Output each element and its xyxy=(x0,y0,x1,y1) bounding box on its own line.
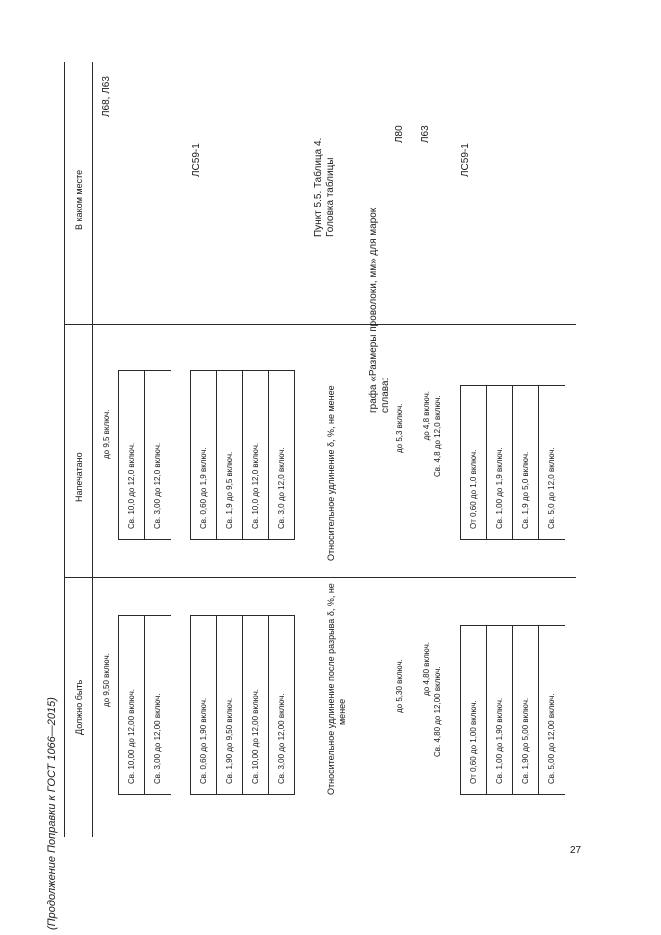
s4-ls59-printed-row-1: От 0,60 до 1,0 включ. xyxy=(461,386,487,539)
s2-should-row-4: Св. 3,00 до 12,00 включ. xyxy=(269,616,295,794)
s4-l63-printed-2: Св. 4,8 до 12,0 включ. xyxy=(433,395,442,477)
s4-l63-should-1: до 4,80 включ. xyxy=(422,642,431,696)
column-divider-2 xyxy=(64,324,576,325)
s2-printed-row-4: Св. 3,0 до 12,0 включ. xyxy=(269,371,295,539)
s3-should-line-2: менее xyxy=(337,698,347,725)
header-printed: Напечатано xyxy=(74,452,84,502)
s1-should-row-1: Св. 10,00 до 12,00 включ. xyxy=(119,616,145,794)
table-header-rule xyxy=(92,62,93,837)
table-top-rule xyxy=(64,62,65,837)
s4-ls59-printed-row-4: Св. 5,0 до 12,0 включ. xyxy=(547,447,556,529)
s4-l80-should: до 5,30 включ. xyxy=(395,659,404,713)
s2-should-row-1: Св. 0,60 до 1,90 включ. xyxy=(191,616,217,794)
s4-ls59-should-row-2: Св. 1,00 до 1,90 включ. xyxy=(487,626,513,794)
s4-ls59-should-row-3: Св. 1,90 до 5,00 включ. xyxy=(513,626,539,794)
s2-printed-row-3: Св. 10,0 до 12,0 включ. xyxy=(243,371,269,539)
s1-printed-row-2: Св. 3,00 до 12,0 включ. xyxy=(153,442,162,529)
page-number: 27 xyxy=(570,845,582,856)
s1-printed-box xyxy=(118,370,171,540)
alloy-l63: Л63 xyxy=(420,125,431,143)
s3-where-line-1: Пункт 5.5. Таблица 4. xyxy=(313,137,324,237)
continuation-note: (Продолжение Поправки к ГОСТ 1066—2015) xyxy=(46,697,58,930)
s2-should-row-3: Св. 10,00 до 12,00 включ. xyxy=(243,616,269,794)
alloy-ls59-1-b: ЛС59-1 xyxy=(460,143,471,177)
s3-printed: Относительное удлинение δ, %, не менее xyxy=(326,385,336,561)
alloy-l68-l63: Л68, Л63 xyxy=(101,76,112,117)
s1-printed-row-1: Св. 10,0 до 12,0 включ. xyxy=(119,371,145,539)
s4-ls59-should-row-4: Св. 5,00 до 12,00 включ. xyxy=(547,693,556,784)
s1-should-row-2: Св. 3,00 до 12,00 включ. xyxy=(153,693,162,784)
s4-l63-printed-1: до 4,8 включ. xyxy=(422,391,431,441)
s1-printed-top: до 9,5 включ. xyxy=(102,409,111,459)
s4-ls59-printed-box xyxy=(460,385,565,540)
s2-printed-row-2: Св. 1,9 до 9,5 включ. xyxy=(217,371,243,539)
alloy-ls59-1-a: ЛС59-1 xyxy=(191,143,202,177)
s2-should-row-2: Св. 1,90 до 9,50 включ. xyxy=(217,616,243,794)
s4-graph-line-1: графа «Размеры проволоки, мм» для марок xyxy=(368,207,379,413)
header-where: В каком месте xyxy=(74,169,84,230)
column-divider-1 xyxy=(64,577,576,578)
s1-should-top: до 9,50 включ. xyxy=(102,653,111,707)
s3-where-line-2: Головка таблицы xyxy=(325,157,336,237)
s4-graph-line-2: сплава: xyxy=(380,377,391,413)
s4-ls59-should-box xyxy=(460,625,565,795)
s4-l80-printed: до 5,3 включ. xyxy=(395,403,404,453)
s1-should-box xyxy=(118,615,171,795)
s4-ls59-printed-row-3: Св. 1,9 до 5,0 включ. xyxy=(513,386,539,539)
s4-ls59-printed-row-2: Св. 1,00 до 1,9 включ. xyxy=(487,386,513,539)
s4-ls59-should-row-1: От 0,60 до 1,00 включ. xyxy=(461,626,487,794)
s2-printed-row-1: Св. 0,60 до 1,9 включ. xyxy=(191,371,217,539)
s3-should-line-1: Относительное удлинение после разрыва δ, %, не xyxy=(326,583,336,795)
s2-should-box xyxy=(190,615,295,795)
header-should-be: Должно быть xyxy=(74,679,84,735)
s4-l63-should-2: Св. 4,80 до 12,00 включ. xyxy=(433,666,442,757)
s2-printed-box xyxy=(190,370,295,540)
alloy-l80: Л80 xyxy=(394,125,405,143)
